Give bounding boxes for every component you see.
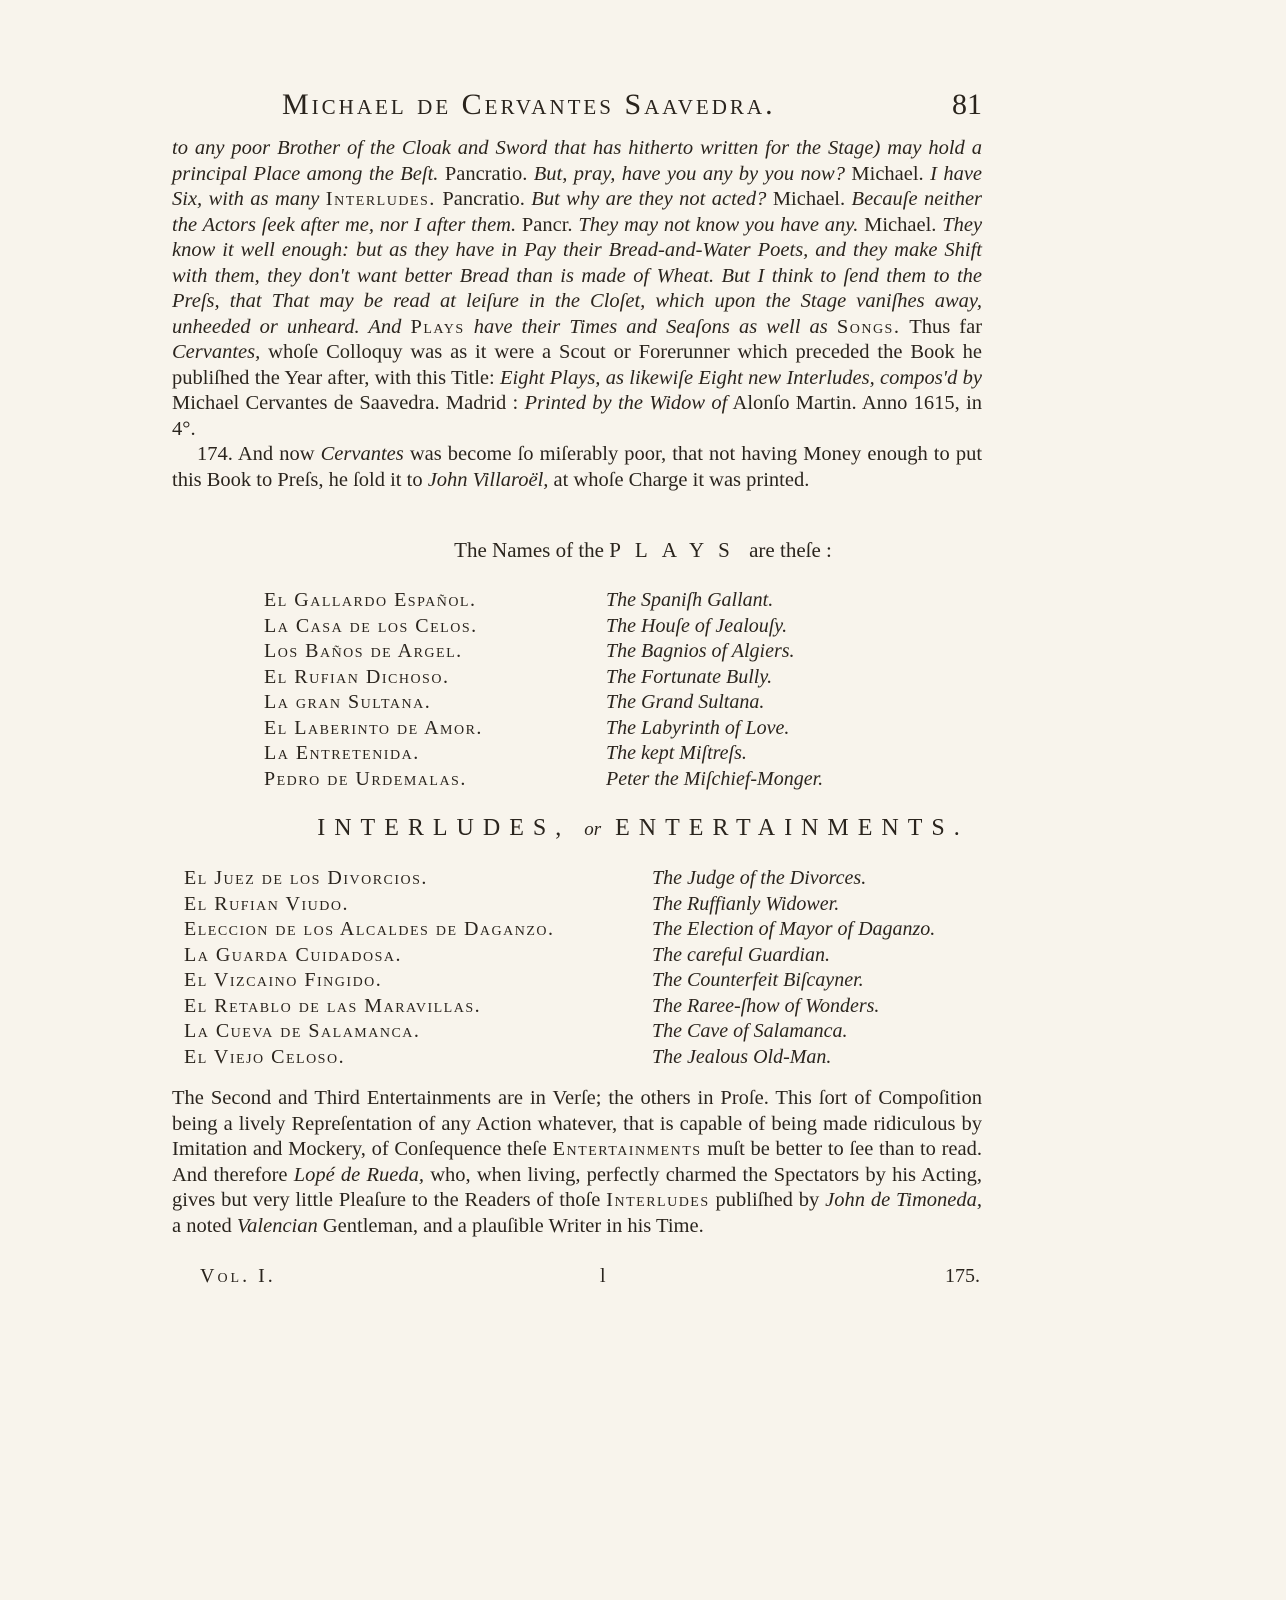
interlude-spanish-title: El Juez de los Divorcios.	[184, 867, 428, 889]
play-row	[264, 716, 823, 742]
text-run: Plays	[410, 315, 465, 338]
text-run: Interludes.	[325, 188, 436, 210]
closing-paragraph	[172, 1086, 982, 1239]
interlude-english-title: The Jealous Old-Man.	[652, 1045, 832, 1068]
interlude-english-title: The Ruffianly Widower.	[652, 892, 840, 915]
text-run: muſt be better to ſee than to read. And therefore	[172, 1138, 983, 1186]
page-number: 81	[952, 88, 982, 121]
interlude-english-title: The Raree-ſhow of Wonders.	[652, 994, 880, 1017]
text-run: Interludes	[606, 1189, 710, 1211]
interlude-spanish-title: El Retablo de las Maravillas.	[184, 994, 482, 1017]
text-run: Pancratio.	[444, 162, 528, 185]
play-spanish-title: Pedro de Urdemalas.	[264, 767, 467, 790]
text-run: to any poor Brother of the Cloak and Sword that has hitherto written for the Stage) may hold a principal Place among the Beſt.	[172, 137, 982, 185]
interludes-list	[184, 866, 935, 1070]
play-row	[264, 639, 823, 665]
text-run: publiſhed by	[715, 1189, 820, 1211]
text-run: Entertainments	[552, 1138, 702, 1160]
text-run: Gentleman, and a plauſible Writer in his Time.	[322, 1214, 704, 1237]
text-run: John Villaroël,	[427, 468, 549, 491]
text-run: was become ſo miſerably poor, that not having Money enough to put this Book to Preſs, he ſold it to	[172, 443, 983, 491]
interlude-row	[184, 1045, 935, 1071]
plays-list	[264, 588, 823, 792]
text-run: But why are they not acted?	[531, 188, 767, 210]
text-run: who, when living, perfectly charmed the Spectators by his Acting, gives but very little Pleaſure to the Readers of thoſe	[172, 1163, 983, 1211]
interludes-heading-or: or	[584, 819, 602, 840]
play-english-title: The Labyrinth of Love.	[606, 716, 790, 739]
interlude-row	[184, 866, 935, 892]
paragraph-dialogue	[172, 136, 982, 442]
play-row	[264, 588, 823, 614]
interlude-english-title: The Counterfeit Biſcayner.	[652, 969, 864, 991]
play-spanish-title: La Casa de los Celos.	[264, 614, 478, 637]
text-run: have their Times and Seaſons as well as	[473, 315, 828, 338]
text-run: They know it well enough: but as they have in Pay their Bread-and-Water Poets, and they make Shift with them, they don't want better Bread than is made of Wheat. But I think to ſend them to the Preſs, that That may be read at leiſure in the Cloſet, which upon the Stage vaniſhes away, unheeded or unheard. And	[172, 213, 983, 338]
text-run: John de Timoneda,	[825, 1189, 983, 1211]
plays-heading-word: PLAYS	[609, 538, 744, 562]
paragraph-174	[172, 442, 982, 493]
signature-mark: l	[600, 1265, 606, 1287]
text-run: a noted	[172, 1214, 232, 1237]
interlude-spanish-title: Eleccion de los Alcaldes de Daganzo.	[184, 918, 555, 940]
text-run: Valencian	[236, 1214, 318, 1237]
text-run: Eight Plays, as likewiſe Eight new Interludes, compos'd by	[500, 366, 982, 389]
text-run: Cervantes,	[172, 341, 261, 363]
play-english-title: The Bagnios of Algiers.	[606, 640, 795, 662]
text-run: I have Six, with as many	[172, 162, 983, 210]
interlude-english-title: The Election of Mayor of Daganzo.	[652, 918, 936, 940]
interlude-english-title: The Cave of Salamanca.	[652, 1020, 848, 1042]
interlude-spanish-title: La Guarda Cuidadosa.	[184, 943, 402, 966]
interlude-spanish-title: El Viejo Celoso.	[184, 1045, 346, 1068]
text-run: Alonſo Martin. Anno 1615, in 4°.	[172, 392, 983, 440]
interlude-row	[184, 917, 935, 943]
play-row	[264, 741, 823, 767]
play-english-title: The Spaniſh Gallant.	[606, 589, 774, 611]
text-run: at whoſe Charge it was printed.	[553, 468, 810, 491]
play-english-title: The Houſe of Jealouſy.	[606, 614, 788, 637]
play-row	[264, 614, 823, 640]
text-run: The Second and Third Entertainments are in Verſe; the others in Proſe. This ſort of Compoſition being a lively Repreſentation of any Action whatever, that is capable of being made ridiculous by Imitation and Mockery, of Conſequence theſe	[172, 1087, 982, 1160]
play-spanish-title: El Laberinto de Amor.	[264, 716, 483, 739]
play-row	[264, 665, 823, 691]
interlude-spanish-title: El Vizcaino Fingido.	[184, 969, 383, 991]
text-run: Thus far	[909, 315, 983, 338]
text-run: They may not know you have any.	[578, 213, 859, 236]
running-head	[282, 88, 982, 122]
play-spanish-title: El Rufian Dichoso.	[264, 665, 450, 688]
play-row	[264, 690, 823, 716]
text-run: Printed by the Widow of	[524, 392, 728, 414]
text-run: Pancr.	[521, 213, 573, 236]
text-run: Michael.	[864, 213, 937, 236]
text-run: 174. And now	[197, 443, 315, 465]
interludes-heading	[0, 815, 1286, 842]
running-head-title: Michael de Cervantes Saavedra.	[282, 88, 776, 121]
play-row	[264, 767, 823, 793]
plays-heading-suffix: are theſe :	[749, 538, 832, 562]
body-text	[172, 136, 982, 493]
text-run: whoſe Colloquy was as it were a Scout or Forerunner which preceded the Book he publiſhed the Year after, with this Title:	[172, 341, 982, 389]
play-spanish-title: La Entretenida.	[264, 742, 420, 764]
plays-heading	[0, 538, 1286, 563]
interlude-spanish-title: El Rufian Viudo.	[184, 892, 349, 915]
play-spanish-title: La gran Sultana.	[264, 691, 432, 713]
play-english-title: The kept Miſtreſs.	[606, 742, 747, 764]
catchword: 175.	[945, 1265, 980, 1287]
volume-label: Vol. I.	[200, 1265, 276, 1287]
interlude-row	[184, 892, 935, 918]
interlude-english-title: The Judge of the Divorces.	[652, 867, 867, 889]
paragraph-closing	[172, 1086, 982, 1239]
text-run: Lopé de Rueda,	[293, 1163, 424, 1186]
interludes-heading-left: INTERLUDES,	[317, 815, 571, 841]
text-run: Michael.	[851, 162, 924, 185]
text-run: Michael.	[772, 188, 846, 210]
text-run: But, pray, have you any by you now?	[533, 162, 845, 185]
interlude-row	[184, 968, 935, 994]
plays-heading-prefix: The Names of the	[454, 538, 604, 562]
play-english-title: Peter the Miſchief-Monger.	[606, 767, 824, 790]
play-spanish-title: Los Baños de Argel.	[264, 640, 463, 662]
interlude-row	[184, 994, 935, 1020]
interludes-heading-right: ENTERTAINMENTS.	[615, 815, 969, 841]
interlude-row	[184, 1019, 935, 1045]
text-run: Becauſe neither the Actors ſeek after me, nor I after them.	[172, 188, 983, 236]
text-run: Pancratio.	[442, 188, 525, 210]
interlude-english-title: The careful Guardian.	[652, 943, 830, 966]
text-run: Cervantes	[320, 443, 404, 465]
text-run: Michael Cervantes de Saavedra. Madrid :	[172, 392, 519, 414]
text-run: Songs.	[836, 315, 901, 338]
play-spanish-title: El Gallardo Español.	[264, 589, 477, 611]
interlude-row	[184, 943, 935, 969]
interlude-spanish-title: La Cueva de Salamanca.	[184, 1020, 421, 1042]
play-english-title: The Grand Sultana.	[606, 691, 765, 713]
play-english-title: The Fortunate Bully.	[606, 665, 773, 688]
